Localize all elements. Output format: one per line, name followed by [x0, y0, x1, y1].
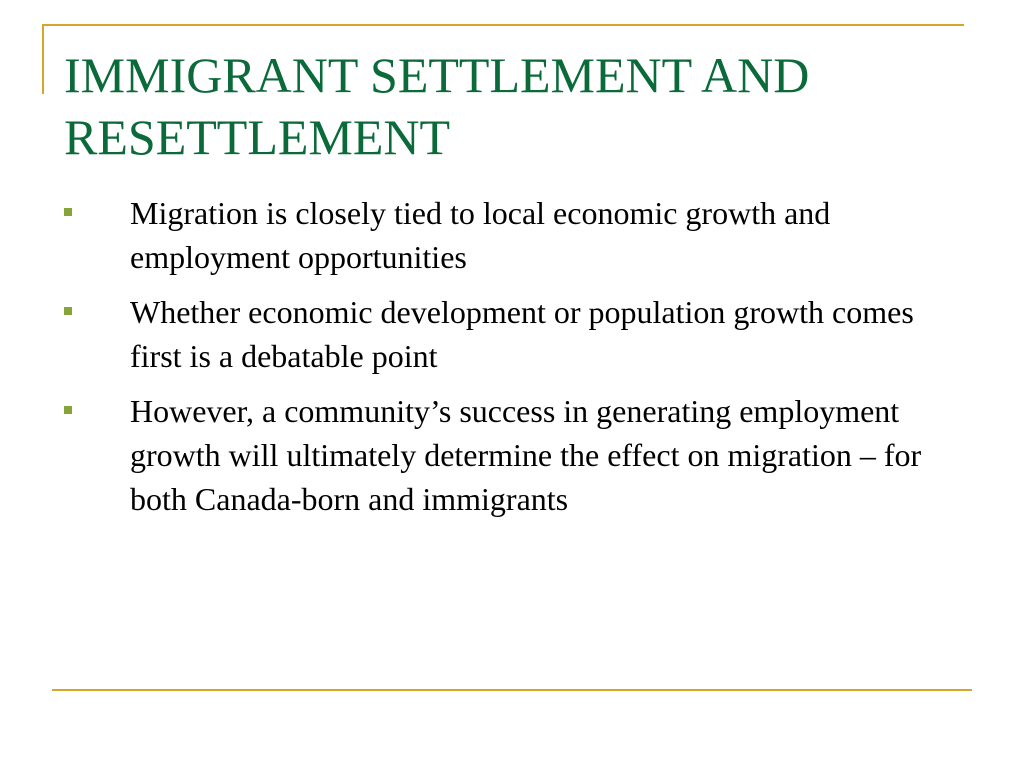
square-bullet-icon: [64, 307, 72, 315]
bullet-text: Whether economic development or population growth comes first is a debatable point: [130, 294, 914, 374]
bullet-text: Migration is closely tied to local economic growth and employment opportunities: [130, 195, 831, 275]
left-accent-line: [42, 24, 44, 94]
bullet-list: [64, 191, 964, 532]
square-bullet-icon: [64, 208, 72, 216]
bullet-text: However, a community’s success in generating employment growth will ultimately determine the effect on migration – for both Canada-born and immigrants: [130, 393, 922, 517]
bullet-item: [64, 290, 964, 378]
slide-title: IMMIGRANT SETTLEMENT AND RESETTLEMENT: [64, 47, 810, 165]
bullet-item: [64, 191, 964, 279]
square-bullet-icon: [64, 406, 72, 414]
top-divider-line: [42, 24, 964, 26]
bullet-item: [64, 389, 964, 521]
bottom-divider-line: [52, 689, 972, 691]
